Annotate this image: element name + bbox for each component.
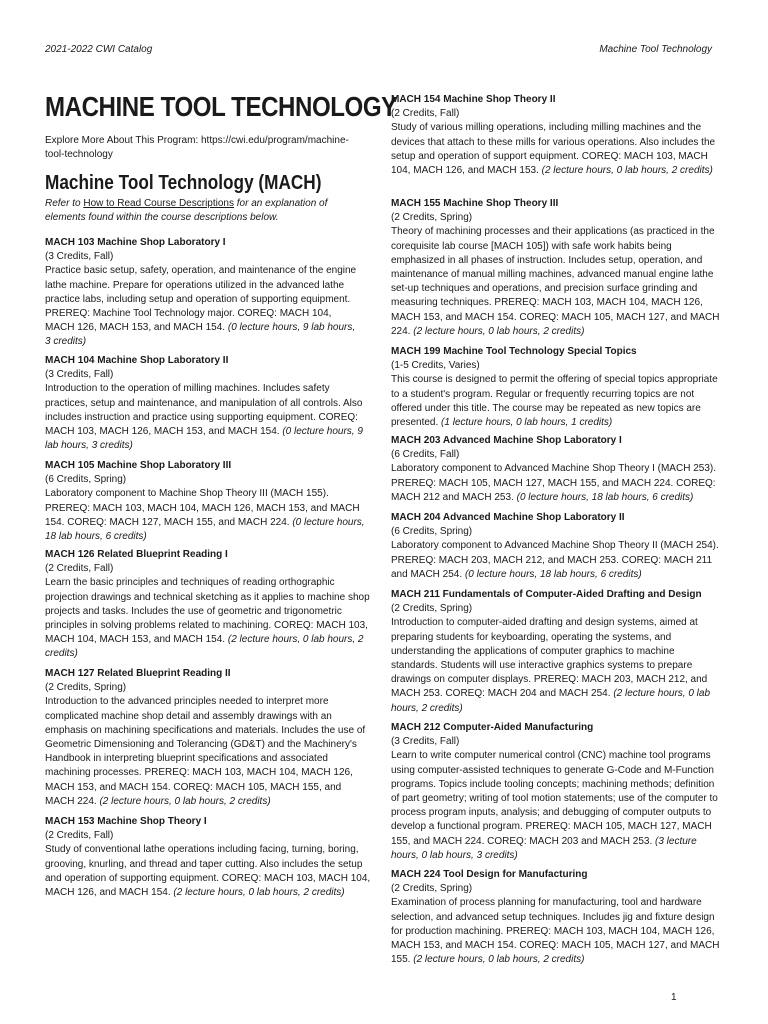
catalog-label: 2021-2022 CWI Catalog [45, 44, 153, 55]
course-description [391, 539, 727, 582]
course-credits: (2 Credits, Spring) [391, 212, 473, 224]
running-header [45, 44, 712, 58]
course-hours: (2 lecture hours, 0 lab hours, 2 credits) [541, 165, 713, 177]
course-title: MACH 155 Machine Shop Theory III [391, 198, 559, 209]
course-description [391, 373, 723, 430]
course-title: MACH 104 Machine Shop Laboratory II [45, 355, 229, 366]
course-credits: (2 Credits, Fall) [391, 108, 460, 120]
explore-link-text[interactable]: Explore More About This Program: https://cwi.edu/program/machine-tool-technology [45, 135, 349, 160]
how-to-read-link[interactable]: How to Read Course Descriptions [83, 198, 234, 209]
course-mach-199 [391, 345, 723, 430]
course-mach-154 [391, 93, 719, 178]
course-hours: (3 lecture hours, 0 lab hours, 3 credits) [391, 835, 697, 861]
course-mach-155 [391, 197, 723, 339]
course-title: MACH 211 Fundamentals of Computer-Aided Drafting and Design [391, 589, 702, 600]
course-desc-text: Laboratory component to Machine Shop Theory III (MACH 155). PREREQ: MACH 103, MACH 104, MACH 126, MACH 153, and MACH 154. COREQ: MACH 127, MACH 155, and MACH 224. [45, 488, 360, 528]
course-desc-text: Examination of process planning for manufacturing, tool and hardware selection, and advanced setup techniques. Includes jig and fixture design for production machining. PREREQ: MACH 103, MACH 104, MACH 126, MACH 153, and MACH 154. COREQ: MACH 105, MACH 127, and MACH 155. [391, 897, 720, 966]
course-hours: (0 lecture hours, 9 lab hours, 3 credits) [45, 426, 363, 452]
course-mach-126 [45, 548, 371, 662]
course-hours: (2 lecture hours, 0 lab hours, 2 credits) [173, 887, 345, 899]
course-mach-224 [391, 868, 723, 967]
course-mach-203 [391, 434, 723, 505]
course-hours: (1 lecture hours, 0 lab hours, 1 credits) [441, 417, 613, 429]
course-description [45, 487, 371, 544]
course-title: MACH 199 Machine Tool Technology Special Topics [391, 346, 637, 357]
course-description [391, 749, 723, 863]
course-title: MACH 212 Computer-Aided Manufacturing [391, 722, 594, 733]
course-title: MACH 224 Tool Design for Manufacturing [391, 869, 588, 880]
course-mach-104 [45, 354, 371, 453]
course-hours: (0 lecture hours, 9 lab hours, 3 credits) [45, 322, 356, 348]
course-description [391, 225, 723, 339]
course-credits: (1-5 Credits, Varies) [391, 360, 480, 372]
course-mach-153 [45, 815, 371, 900]
course-desc-text: Introduction to computer-aided drafting and design systems, aimed at preparing students for keyboarding, operating the systems, and understanding the applications of computer graphics to machine standards. Students will use interactive graphics systems to prepare drawings on computer displays. PREREQ: MACH 203, MACH 212, and MACH 253. COREQ: MACH 204 and MACH 254. [391, 617, 708, 700]
course-hours: (2 lecture hours, 0 lab hours, 2 credits) [413, 954, 585, 966]
course-hours: (2 lecture hours, 0 lab hours, 2 credits) [99, 795, 271, 807]
program-label: Machine Tool Technology [599, 44, 712, 55]
course-description [391, 462, 723, 505]
course-mach-204 [391, 511, 727, 582]
course-credits: (6 Credits, Fall) [391, 449, 460, 461]
course-hours: (2 lecture hours, 0 lab hours, 2 credits) [391, 688, 711, 714]
course-description [45, 695, 371, 809]
page-title: MACHINE TOOL TECHNOLOGY [45, 91, 397, 122]
course-mach-127 [45, 667, 371, 809]
page-number: 1 [671, 992, 677, 1003]
course-description [391, 616, 719, 715]
course-title: MACH 153 Machine Shop Theory I [45, 816, 207, 827]
course-mach-211 [391, 588, 719, 716]
course-credits: (3 Credits, Fall) [391, 736, 460, 748]
course-title: MACH 127 Related Blueprint Reading II [45, 668, 231, 679]
course-mach-105 [45, 459, 371, 544]
course-credits: (2 Credits, Spring) [45, 682, 127, 694]
course-credits: (3 Credits, Fall) [45, 369, 114, 381]
course-hours: (2 lecture hours, 0 lab hours, 2 credits) [45, 634, 364, 660]
course-title: MACH 204 Advanced Machine Shop Laboratory II [391, 512, 625, 523]
course-credits: (2 Credits, Fall) [45, 830, 114, 842]
course-description [45, 576, 371, 661]
course-desc-text: Practice basic setup, safety, operation, and maintenance of the engine lathe machine. Prepare for operations utilized in the advanced lathe practice labs, including setup and operation of supporting equipment. PREREQ: Machine Tool Technology major. COREQ: MACH 104, MACH 126, MACH 153, and MACH 154. [45, 265, 357, 334]
course-desc-text: Introduction to the advanced principles needed to interpret more complicated machine shop detail and assembly drawings with an emphasis on machining specifications and materials. Includes the use of Geometric Dimensioning and Tolerancing (GD&T) and the Machinery's Handbook in interpreting blueprint specifications and associated machining processes. PREREQ: MACH 103, MACH 104, MACH 126, MACH 153, and MACH 154. COREQ: MACH 105, MACH 155, and MACH 224. [45, 696, 366, 807]
course-desc-text: Laboratory component to Advanced Machine Shop Theory II (MACH 254). PREREQ: MACH 203, MACH 212, and MACH 253. COREQ: MACH 211 and MACH 254. [391, 540, 719, 580]
course-desc-text: Study of various milling operations, including milling machines and the devices that attach to these mills for various operations. Also includes the setup and operation of support equipment. COREQ: MACH 103, MACH 104, MACH 126, and MACH 153. [391, 122, 716, 177]
course-desc-text: Introduction to the operation of milling machines. Includes safety practices, setup and maintenance, and manipulation of all controls. Also includes instruction and practice using supporting equipment. COREQ: MACH 103, MACH 126, MACH 153, and MACH 154. [45, 383, 363, 438]
course-title: MACH 203 Advanced Machine Shop Laboratory I [391, 435, 622, 446]
course-title: MACH 103 Machine Shop Laboratory I [45, 237, 226, 248]
course-desc-text: This course is designed to permit the offering of special topics appropriate to a student's program. Regular or frequently recurring topics are not offered under this title. The course may be repeated as new topics are presented. [391, 374, 718, 429]
course-hours: (0 lecture hours, 18 lab hours, 6 credits) [45, 516, 365, 543]
course-title: MACH 126 Related Blueprint Reading I [45, 549, 228, 560]
course-credits: (2 Credits, Fall) [45, 563, 114, 575]
intro-post: for an explanation of elements found within the course descriptions below. [45, 198, 328, 223]
course-credits: (2 Credits, Spring) [391, 603, 473, 615]
course-hours: (0 lecture hours, 18 lab hours, 6 credits) [516, 491, 694, 503]
course-desc-text: Learn to write computer numerical control (CNC) machine tool programs using computer-assisted techniques to generate G-Code and M-Function programs. Topics include tooling concepts; machining methods; definition of part geometry; writing of tool motion statements; use of the computer to process program inputs, analysis; and debugging of computer outputs to develop a functional program. PREREQ: MACH 105, MACH 127, MACH 155, and MACH 224. COREQ: MACH 203 and MACH 253. [391, 750, 718, 847]
course-hours: (2 lecture hours, 0 lab hours, 2 credits) [413, 325, 585, 337]
course-title: MACH 105 Machine Shop Laboratory III [45, 460, 232, 471]
course-description [45, 382, 371, 453]
course-credits: (3 Credits, Fall) [45, 251, 114, 263]
course-desc-text: Theory of machining processes and their applications (as practiced in the corequisite lab course [MACH 105]) with safe work habits being emphasized in all phases of instruction. Includes setup, operation, and maintenance of manual milling machines, advanced manual engine lathe set-up techniques and operations, and precision surface grinding and measuring techniques. PREREQ: MACH 103, MACH 104, MACH 126, MACH 153, and MACH 154. COREQ: MACH 105, MACH 127, and MACH 224. [391, 226, 720, 337]
course-credits: (6 Credits, Spring) [45, 474, 127, 486]
course-description [45, 264, 363, 349]
course-mach-103 [45, 236, 363, 350]
course-desc-text: Learn the basic principles and techniques of reading orthographic projection drawings and technical sketching as it applies to machine shop projects and tasks. Includes the use of geometric and trigonometric principles in solving problems related to machining. COREQ: MACH 103, MACH 104, MACH 153, and MACH 154. [45, 577, 370, 646]
course-desc-text: Study of conventional lathe operations including facing, turning, boring, grooving, knurling, and thread and taper cutting. Also includes the setup and operation of supporting equipment. COREQ: MACH 103, MACH 104, MACH 126, and MACH 154. [45, 844, 371, 899]
course-credits: (2 Credits, Spring) [391, 883, 473, 895]
course-desc-text: Laboratory component to Advanced Machine Shop Theory I (MACH 253). PREREQ: MACH 105, MACH 127, MACH 155, and MACH 224. COREQ: MACH 212 and MACH 253. [391, 463, 716, 503]
section-title: Machine Tool Technology (MACH) [45, 172, 322, 194]
course-description [391, 121, 719, 178]
intro-pre: Refer to [45, 198, 84, 209]
intro-text [45, 197, 367, 225]
course-description [391, 896, 723, 967]
course-mach-212 [391, 721, 723, 863]
course-description [45, 843, 371, 900]
course-title: MACH 154 Machine Shop Theory II [391, 94, 556, 105]
course-credits: (6 Credits, Spring) [391, 526, 473, 538]
course-hours: (0 lecture hours, 18 lab hours, 6 credits) [464, 568, 642, 580]
